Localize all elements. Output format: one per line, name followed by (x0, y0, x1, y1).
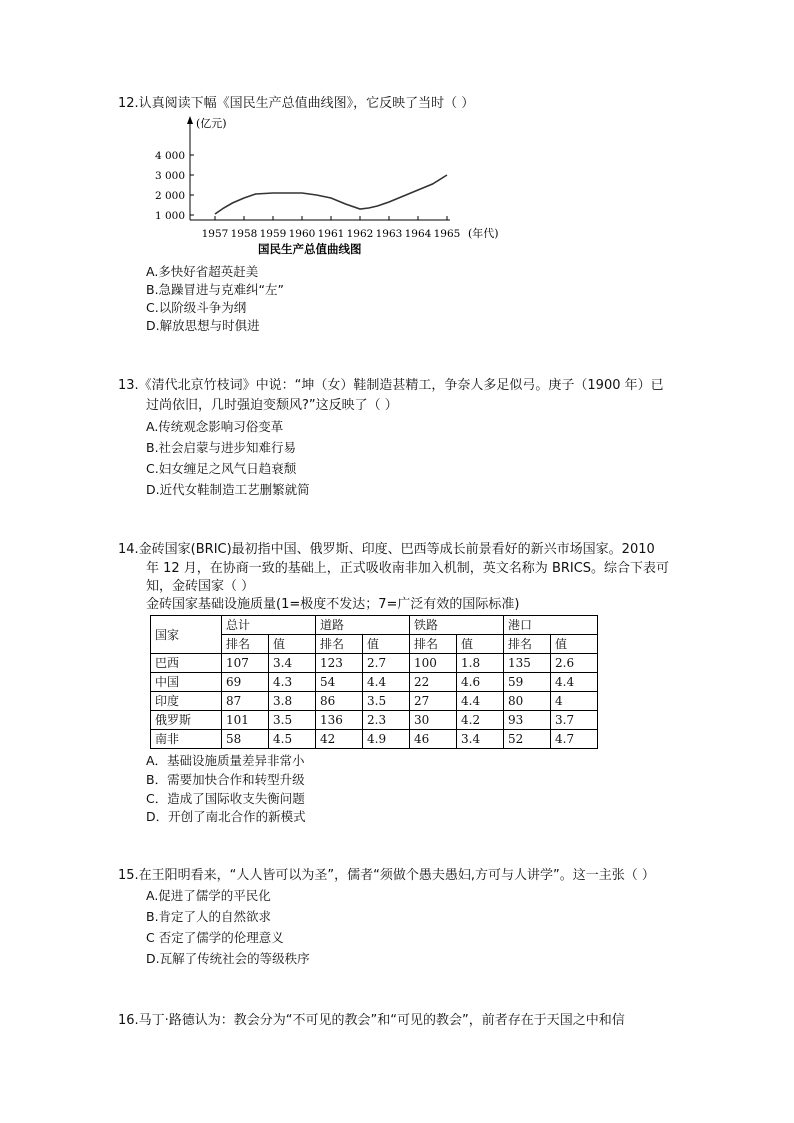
table-cell: 42 (316, 730, 363, 749)
x-tick-label: 1960 (288, 228, 316, 240)
table-cell: 印度 (151, 692, 222, 711)
table-cell: 4.2 (457, 711, 504, 730)
table-cell: 俄罗斯 (151, 711, 222, 730)
table-cell: 2.6 (551, 654, 598, 673)
infrastructure-table (150, 615, 603, 749)
sub-rank: 排名 (410, 635, 457, 654)
group-port: 港口 (504, 616, 598, 635)
table-cell: 30 (410, 711, 457, 730)
group-rail: 铁路 (410, 616, 504, 635)
q14-option-a: A．基础设施质量差异非常小 (146, 753, 305, 768)
x-tick-label: 1962 (346, 228, 374, 240)
table-row (151, 711, 603, 730)
sub-rank: 排名 (316, 635, 363, 654)
q13-stem-line1: 13.《清代北京竹枝词》中说：“坤（女）鞋制造甚精工，争奈人多足似弓。庚子（1900 年）已 (118, 378, 664, 393)
q14-option-b: B．需要加快合作和转型升级 (146, 772, 305, 787)
table-row (151, 654, 603, 673)
q15-option-a: A.促进了儒学的平民化 (146, 888, 271, 903)
gdp-line-chart (150, 112, 530, 262)
table-row (151, 673, 603, 692)
table-cell: 27 (410, 692, 457, 711)
y-tick-label: 3 000 (154, 170, 185, 182)
table-cell: 2.3 (363, 711, 410, 730)
y-ticks (155, 150, 194, 222)
chart-ylabel: (亿元) (196, 117, 227, 130)
q14-table-caption: 金砖国家基础设施质量(1=极度不发达；7=广泛有效的国际标准) (146, 597, 520, 612)
x-tick-label: 1965 (433, 228, 461, 240)
y-tick-label: 4 000 (154, 150, 185, 162)
table-cell: 4.9 (363, 730, 410, 749)
x-tick-label: 1957 (201, 228, 229, 240)
q15-option-b: B.肯定了人的自然欲求 (146, 909, 272, 924)
y-tick-label: 2 000 (154, 190, 185, 202)
table-cell: 1.8 (457, 654, 504, 673)
sub-value: 值 (457, 635, 504, 654)
table-cell: 59 (504, 673, 551, 692)
table-cell: 4 (551, 692, 598, 711)
table-cell: 4.4 (457, 692, 504, 711)
q13-option-b: B.社会启蒙与进步知难行易 (146, 440, 297, 455)
q12-option-c: C.以阶级斗争为纲 (146, 300, 247, 315)
table-cell: 3.4 (269, 654, 316, 673)
table-cell: 58 (222, 730, 269, 749)
table-cell: 54 (316, 673, 363, 692)
table-header-row (151, 616, 603, 635)
q12-option-b: B.急躁冒进与克难纠“左” (146, 282, 285, 297)
q13-option-d: D.近代女鞋制造工艺删繁就简 (146, 482, 310, 497)
q12-stem: 12.认真阅读下幅《国民生产总值曲线图》，它反映了当时（ ） (118, 96, 475, 111)
q14-stem-line3: 知，金砖国家（ ） (146, 579, 255, 594)
sub-value: 值 (269, 635, 316, 654)
q12-option-d: D.解放思想与时俱进 (146, 318, 260, 333)
table-cell: 3.4 (457, 730, 504, 749)
table-cell: 86 (316, 692, 363, 711)
q15-option-d: D.瓦解了传统社会的等级秩序 (146, 951, 310, 966)
table-cell: 3.5 (269, 711, 316, 730)
table-cell: 136 (316, 711, 363, 730)
gdp-series-line (215, 175, 447, 214)
q13-option-c: C.妇女缠足之风气日趋衰颓 (146, 461, 297, 476)
table-cell: 93 (504, 711, 551, 730)
table-cell: 123 (316, 654, 363, 673)
table-row (151, 730, 603, 749)
q12-option-a: A.多快好省超英赶美 (146, 264, 259, 279)
table-cell: 4.4 (363, 673, 410, 692)
y-axis-arrow (187, 116, 193, 124)
group-road: 道路 (316, 616, 410, 635)
table-cell: 80 (504, 692, 551, 711)
table-row (151, 692, 603, 711)
sub-rank: 排名 (222, 635, 269, 654)
table-cell: 2.7 (363, 654, 410, 673)
table-cell: 100 (410, 654, 457, 673)
table-cell: 52 (504, 730, 551, 749)
sub-value: 值 (363, 635, 410, 654)
q14-stem-line1: 14.金砖国家(BRIC)最初指中国、俄罗斯、印度、巴西等成长前景看好的新兴市场国家。2010 (118, 542, 655, 557)
table-cell: 4.4 (551, 673, 598, 692)
q15-stem: 15.在王阳明看来，“人人皆可以为圣”，儒者“须做个愚夫愚妇,方可与人讲学”。这一主张（ ） (118, 868, 655, 883)
table-cell: 69 (222, 673, 269, 692)
table-cell: 46 (410, 730, 457, 749)
chart-title: 国民生产总值曲线图 (258, 242, 362, 256)
q13-option-a: A.传统观念影响习俗变革 (146, 419, 284, 434)
table-cell: 3.7 (551, 711, 598, 730)
sub-rank: 排名 (504, 635, 551, 654)
x-tick-label: 1963 (375, 228, 403, 240)
table-cell: 4.7 (551, 730, 598, 749)
table-cell: 3.8 (269, 692, 316, 711)
q16-stem-line1: 16.马丁·路德认为：教会分为“不可见的教会”和“可见的教会”，前者存在于天国之中和信 (118, 1013, 625, 1028)
country-header: 国家 (151, 616, 222, 654)
table-cell: 101 (222, 711, 269, 730)
table-cell: 22 (410, 673, 457, 692)
table-cell: 4.5 (269, 730, 316, 749)
sub-value: 值 (551, 635, 598, 654)
chart-xlabel: (年代) (468, 227, 499, 240)
x-tick-label: 1959 (259, 228, 287, 240)
table-cell: 4.3 (269, 673, 316, 692)
x-tick-label: 1961 (317, 228, 345, 240)
x-tick-label: 1958 (230, 228, 258, 240)
table-cell: 南非 (151, 730, 222, 749)
table-cell: 巴西 (151, 654, 222, 673)
q15-option-c: C 否定了儒学的伦理意义 (146, 930, 284, 945)
q13-stem-line2: 过尚依旧，几时强迫变颓风?”这反映了（ ） (146, 398, 398, 413)
table-cell: 中国 (151, 673, 222, 692)
table-cell: 3.5 (363, 692, 410, 711)
q14-option-d: D．开创了南北合作的新模式 (146, 809, 306, 824)
q14-option-c: C．造成了国际收支失衡问题 (146, 791, 305, 806)
table-cell: 87 (222, 692, 269, 711)
x-tick-label: 1964 (404, 228, 432, 240)
table-cell: 4.6 (457, 673, 504, 692)
group-total: 总计 (222, 616, 316, 635)
table-cell: 107 (222, 654, 269, 673)
table-cell: 135 (504, 654, 551, 673)
y-tick-label: 1 000 (154, 210, 185, 222)
q14-stem-line2: 年 12 月，在协商一致的基础上，正式吸收南非加入机制，英文名称为 BRICS。综合下表可 (146, 561, 670, 576)
